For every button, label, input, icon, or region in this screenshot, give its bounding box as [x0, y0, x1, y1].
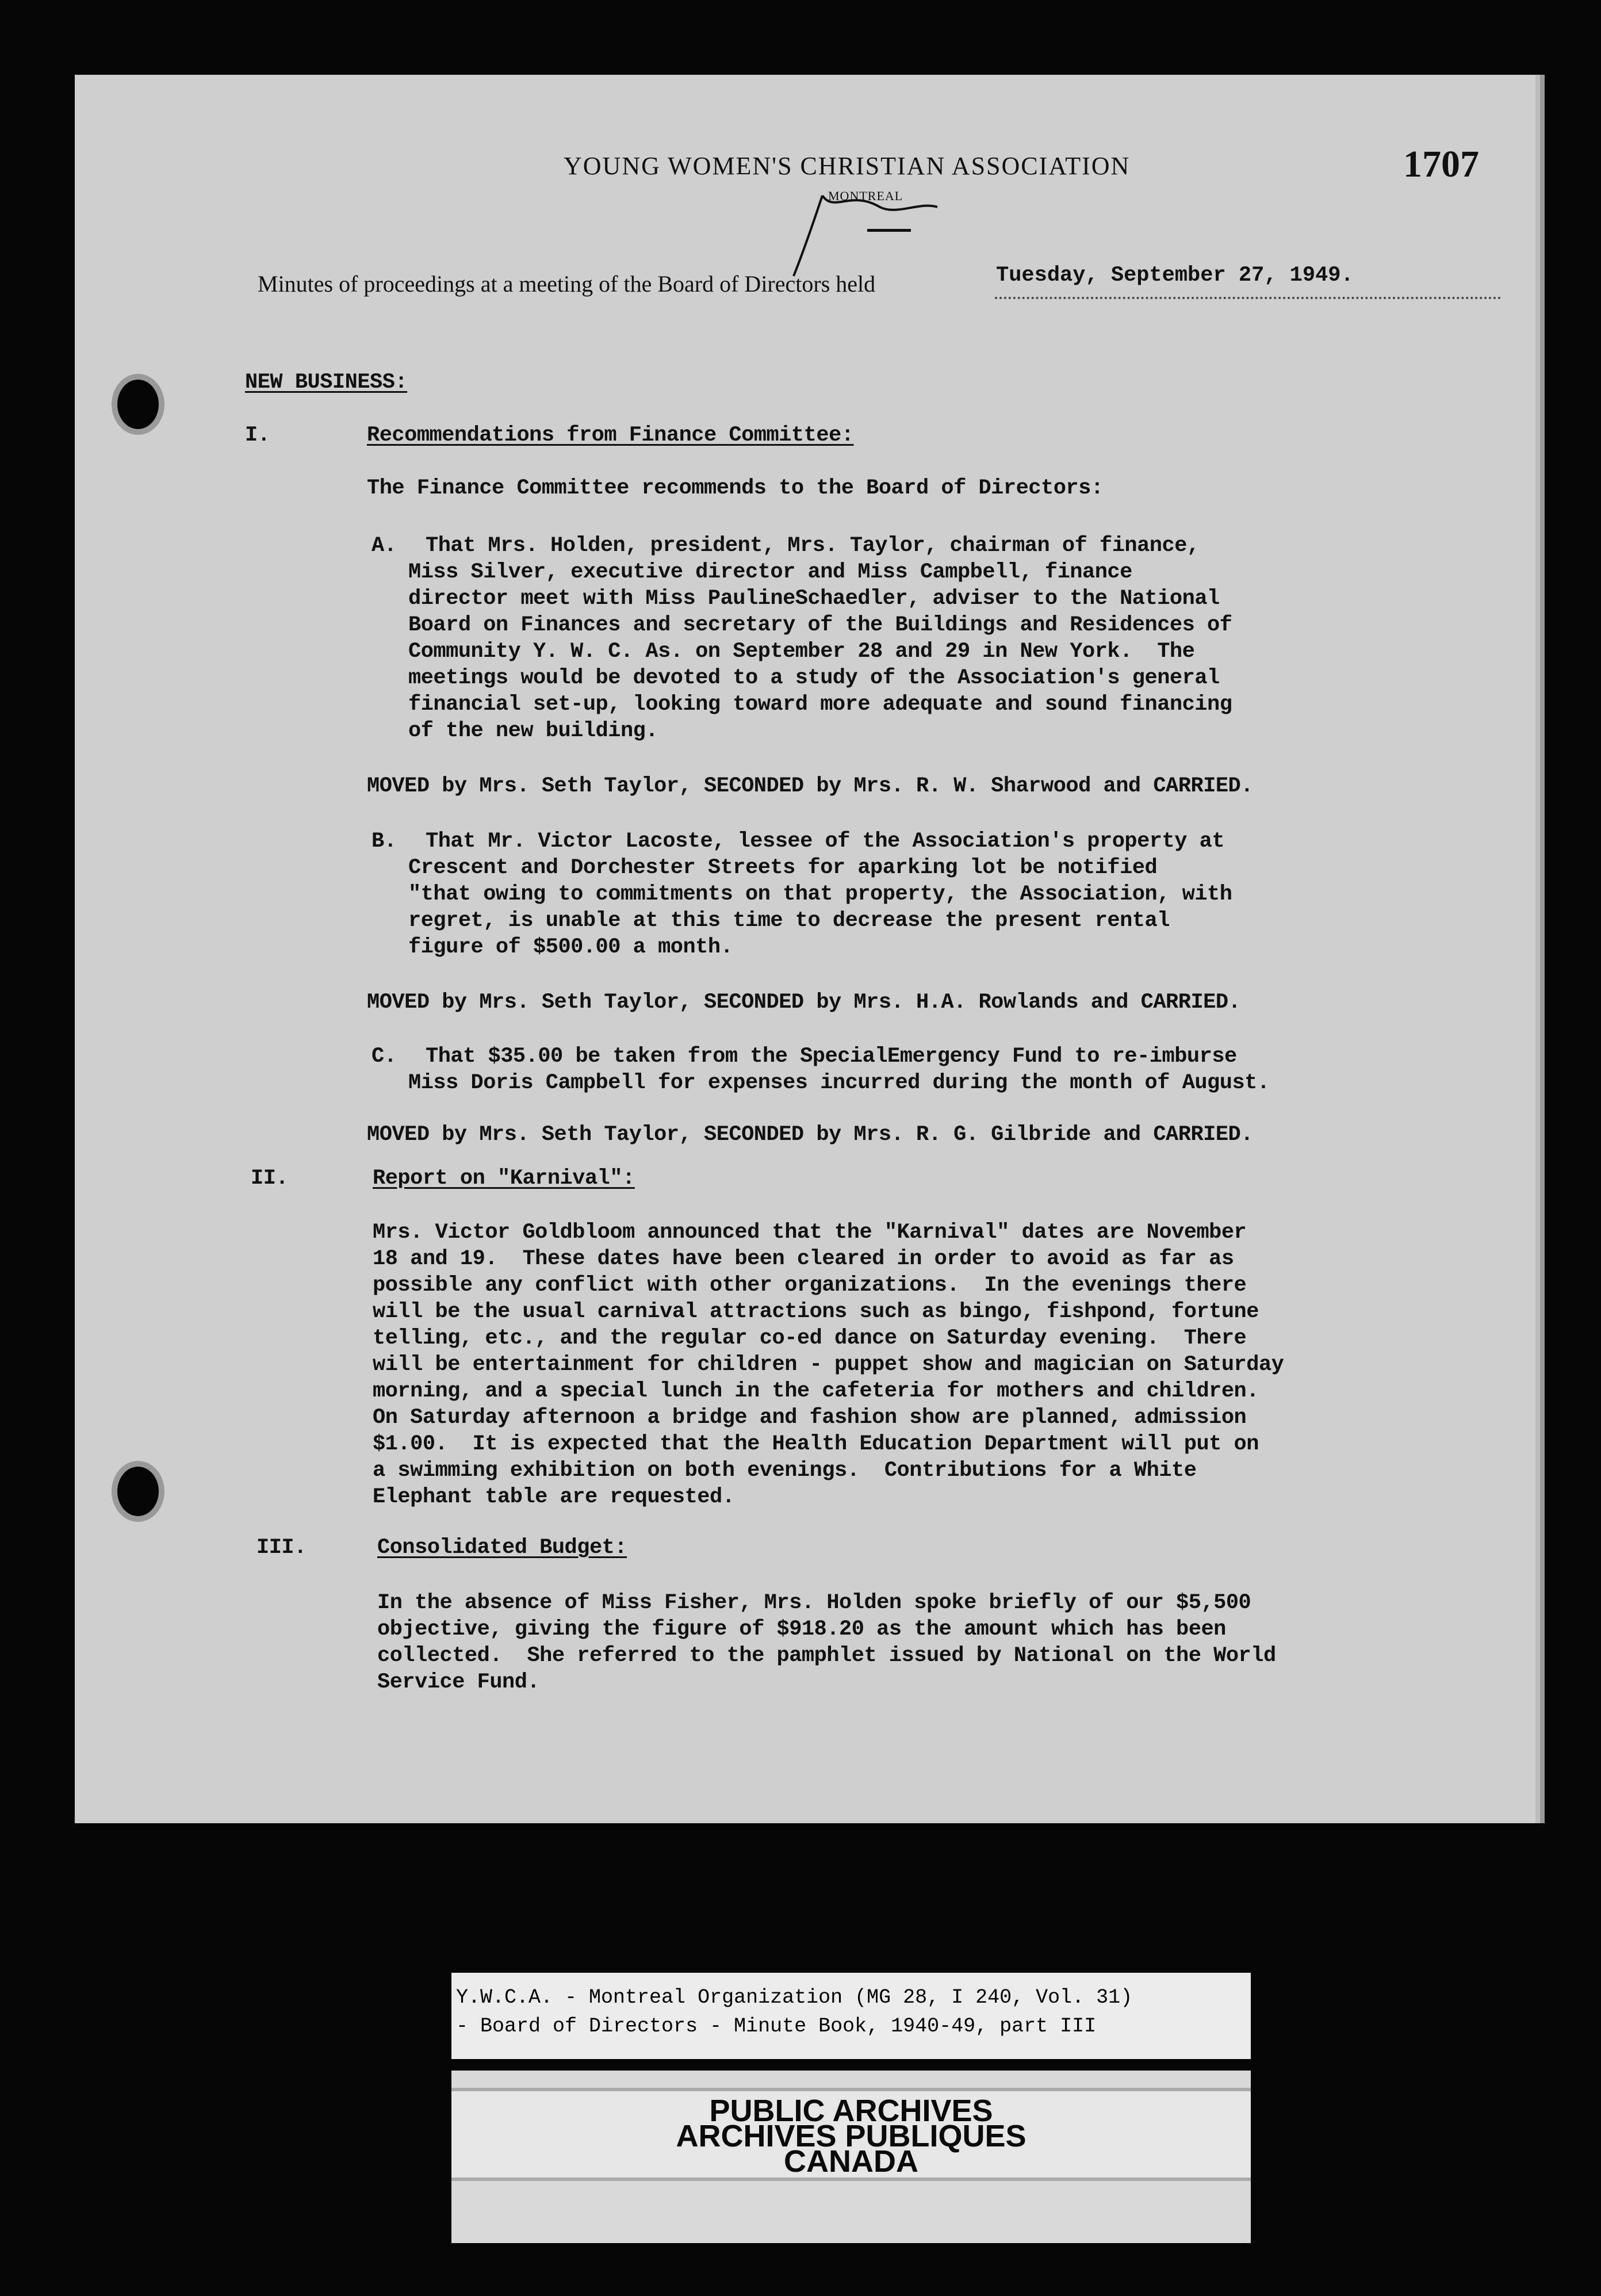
paragraph-line: figure of $500.00 a month. [408, 935, 733, 959]
paragraph-line: will be entertainment for children - puppet show and magician on Saturday [373, 1353, 1284, 1377]
paragraph-line: director meet with Miss PaulineSchaedler, adviser to the National [408, 587, 1220, 611]
paragraph-line: 18 and 19. These dates have been cleared in order to avoid as far as [373, 1247, 1234, 1271]
paragraph-line: regret, is unable at this time to decrease the present rental [408, 909, 1170, 933]
section-number: II. [251, 1166, 289, 1191]
punch-hole [112, 374, 164, 435]
paragraph-line: will be the usual carnival attractions such as bingo, fishpond, fortune [373, 1300, 1259, 1324]
paragraph-line: Service Fund. [377, 1670, 540, 1694]
paragraph-line: On Saturday afternoon a bridge and fashion show are planned, admission [373, 1406, 1247, 1430]
paragraph-line: That $35.00 be taken from the SpecialEmergency Fund to re-imburse [426, 1044, 1237, 1069]
section-number: I. [245, 423, 270, 447]
paragraph-line: financial set-up, looking toward more adequate and sound financing [408, 692, 1232, 717]
archives-stamp [451, 2071, 1251, 2243]
motion-line: MOVED by Mrs. Seth Taylor, SECONDED by Mrs. R. W. Sharwood and CARRIED. [367, 774, 1253, 798]
city-name: MONTREAL [828, 189, 903, 203]
paragraph-line: of the new building. [408, 719, 658, 743]
motion-line: MOVED by Mrs. Seth Taylor, SECONDED by Mrs. H.A. Rowlands and CARRIED. [367, 990, 1241, 1015]
punch-hole [112, 1461, 164, 1522]
paragraph-line: That Mr. Victor Lacoste, lessee of the Association's property at [426, 829, 1225, 854]
paragraph-line: In the absence of Miss Fisher, Mrs. Holden spoke briefly of our $5,500 [377, 1591, 1251, 1615]
paragraph-line: morning, and a special lunch in the cafeteria for mothers and children. [373, 1379, 1259, 1403]
paragraph-line: meetings would be devoted to a study of the Association's general [408, 666, 1220, 690]
paragraph-line: a swimming exhibition on both evenings. Contributions for a White [373, 1459, 1197, 1483]
paragraph-line: $1.00. It is expected that the Health Education Department will put on [373, 1432, 1259, 1456]
paragraph: The Finance Committee recommends to the Board of Directors: [367, 476, 1104, 500]
paragraph-line: Miss Doris Campbell for expenses incurred during the month of August. [408, 1071, 1270, 1095]
page-number: 1707 [1403, 143, 1479, 185]
minutes-prefix: Minutes of proceedings at a meeting of the Board of Directors held [258, 271, 876, 297]
paragraph-line: That Mrs. Holden, president, Mrs. Taylor, chairman of finance, [426, 534, 1200, 558]
item-label: A. [371, 534, 397, 558]
section-title: Consolidated Budget: [377, 1536, 627, 1560]
organization-name: YOUNG WOMEN'S CHRISTIAN ASSOCIATION [564, 152, 1131, 180]
item-label: C. [371, 1044, 397, 1069]
paragraph-line: objective, giving the figure of $918.20 as the amount which has been [377, 1617, 1226, 1641]
pen-mark-icon [782, 190, 943, 282]
paragraph-line: Miss Silver, executive director and Miss Campbell, finance [408, 560, 1132, 584]
stamp-line: ARCHIVES PUBLIQUES [676, 2119, 1027, 2153]
stamp-line: PUBLIC ARCHIVES [709, 2094, 993, 2128]
stamp-line: CANADA [784, 2144, 918, 2179]
section-title: Recommendations from Finance Committee: [367, 423, 854, 447]
document-page [75, 75, 1535, 1823]
archive-label [451, 1973, 1251, 2059]
paragraph-line: Elephant table are requested. [373, 1485, 735, 1509]
section-number: III. [256, 1536, 307, 1560]
paragraph-line: "that owing to commitments on that property, the Association, with [408, 882, 1232, 906]
meeting-date: Tuesday, September 27, 1949. [996, 263, 1354, 288]
section-title: Report on "Karnival": [373, 1166, 635, 1191]
paragraph-line: possible any conflict with other organizations. In the evenings there [373, 1273, 1247, 1298]
motion-line: MOVED by Mrs. Seth Taylor, SECONDED by Mrs. R. G. Gilbride and CARRIED. [367, 1123, 1253, 1147]
dotted-line [995, 297, 1501, 299]
paragraph-line: Board on Finances and secretary of the Buildings and Residences of [408, 613, 1232, 637]
paragraph-line: Crescent and Dorchester Streets for aparking lot be notified [408, 856, 1158, 880]
archive-label-line: Y.W.C.A. - Montreal Organization (MG 28, I 240, Vol. 31) [456, 1986, 1133, 2009]
paragraph-line: telling, etc., and the regular co-ed dance on Saturday evening. There [373, 1326, 1247, 1350]
item-label: B. [371, 829, 397, 854]
archive-label-line: - Board of Directors - Minute Book, 1940-49, part III [456, 2015, 1097, 2038]
paragraph-line: collected. She referred to the pamphlet issued by National on the World [377, 1644, 1276, 1668]
paragraph-line: Mrs. Victor Goldbloom announced that the "Karnival" dates are November [373, 1220, 1247, 1245]
section-heading: NEW BUSINESS: [245, 370, 408, 395]
paragraph-line: Community Y. W. C. As. on September 28 and 29 in New York. The [408, 640, 1195, 664]
